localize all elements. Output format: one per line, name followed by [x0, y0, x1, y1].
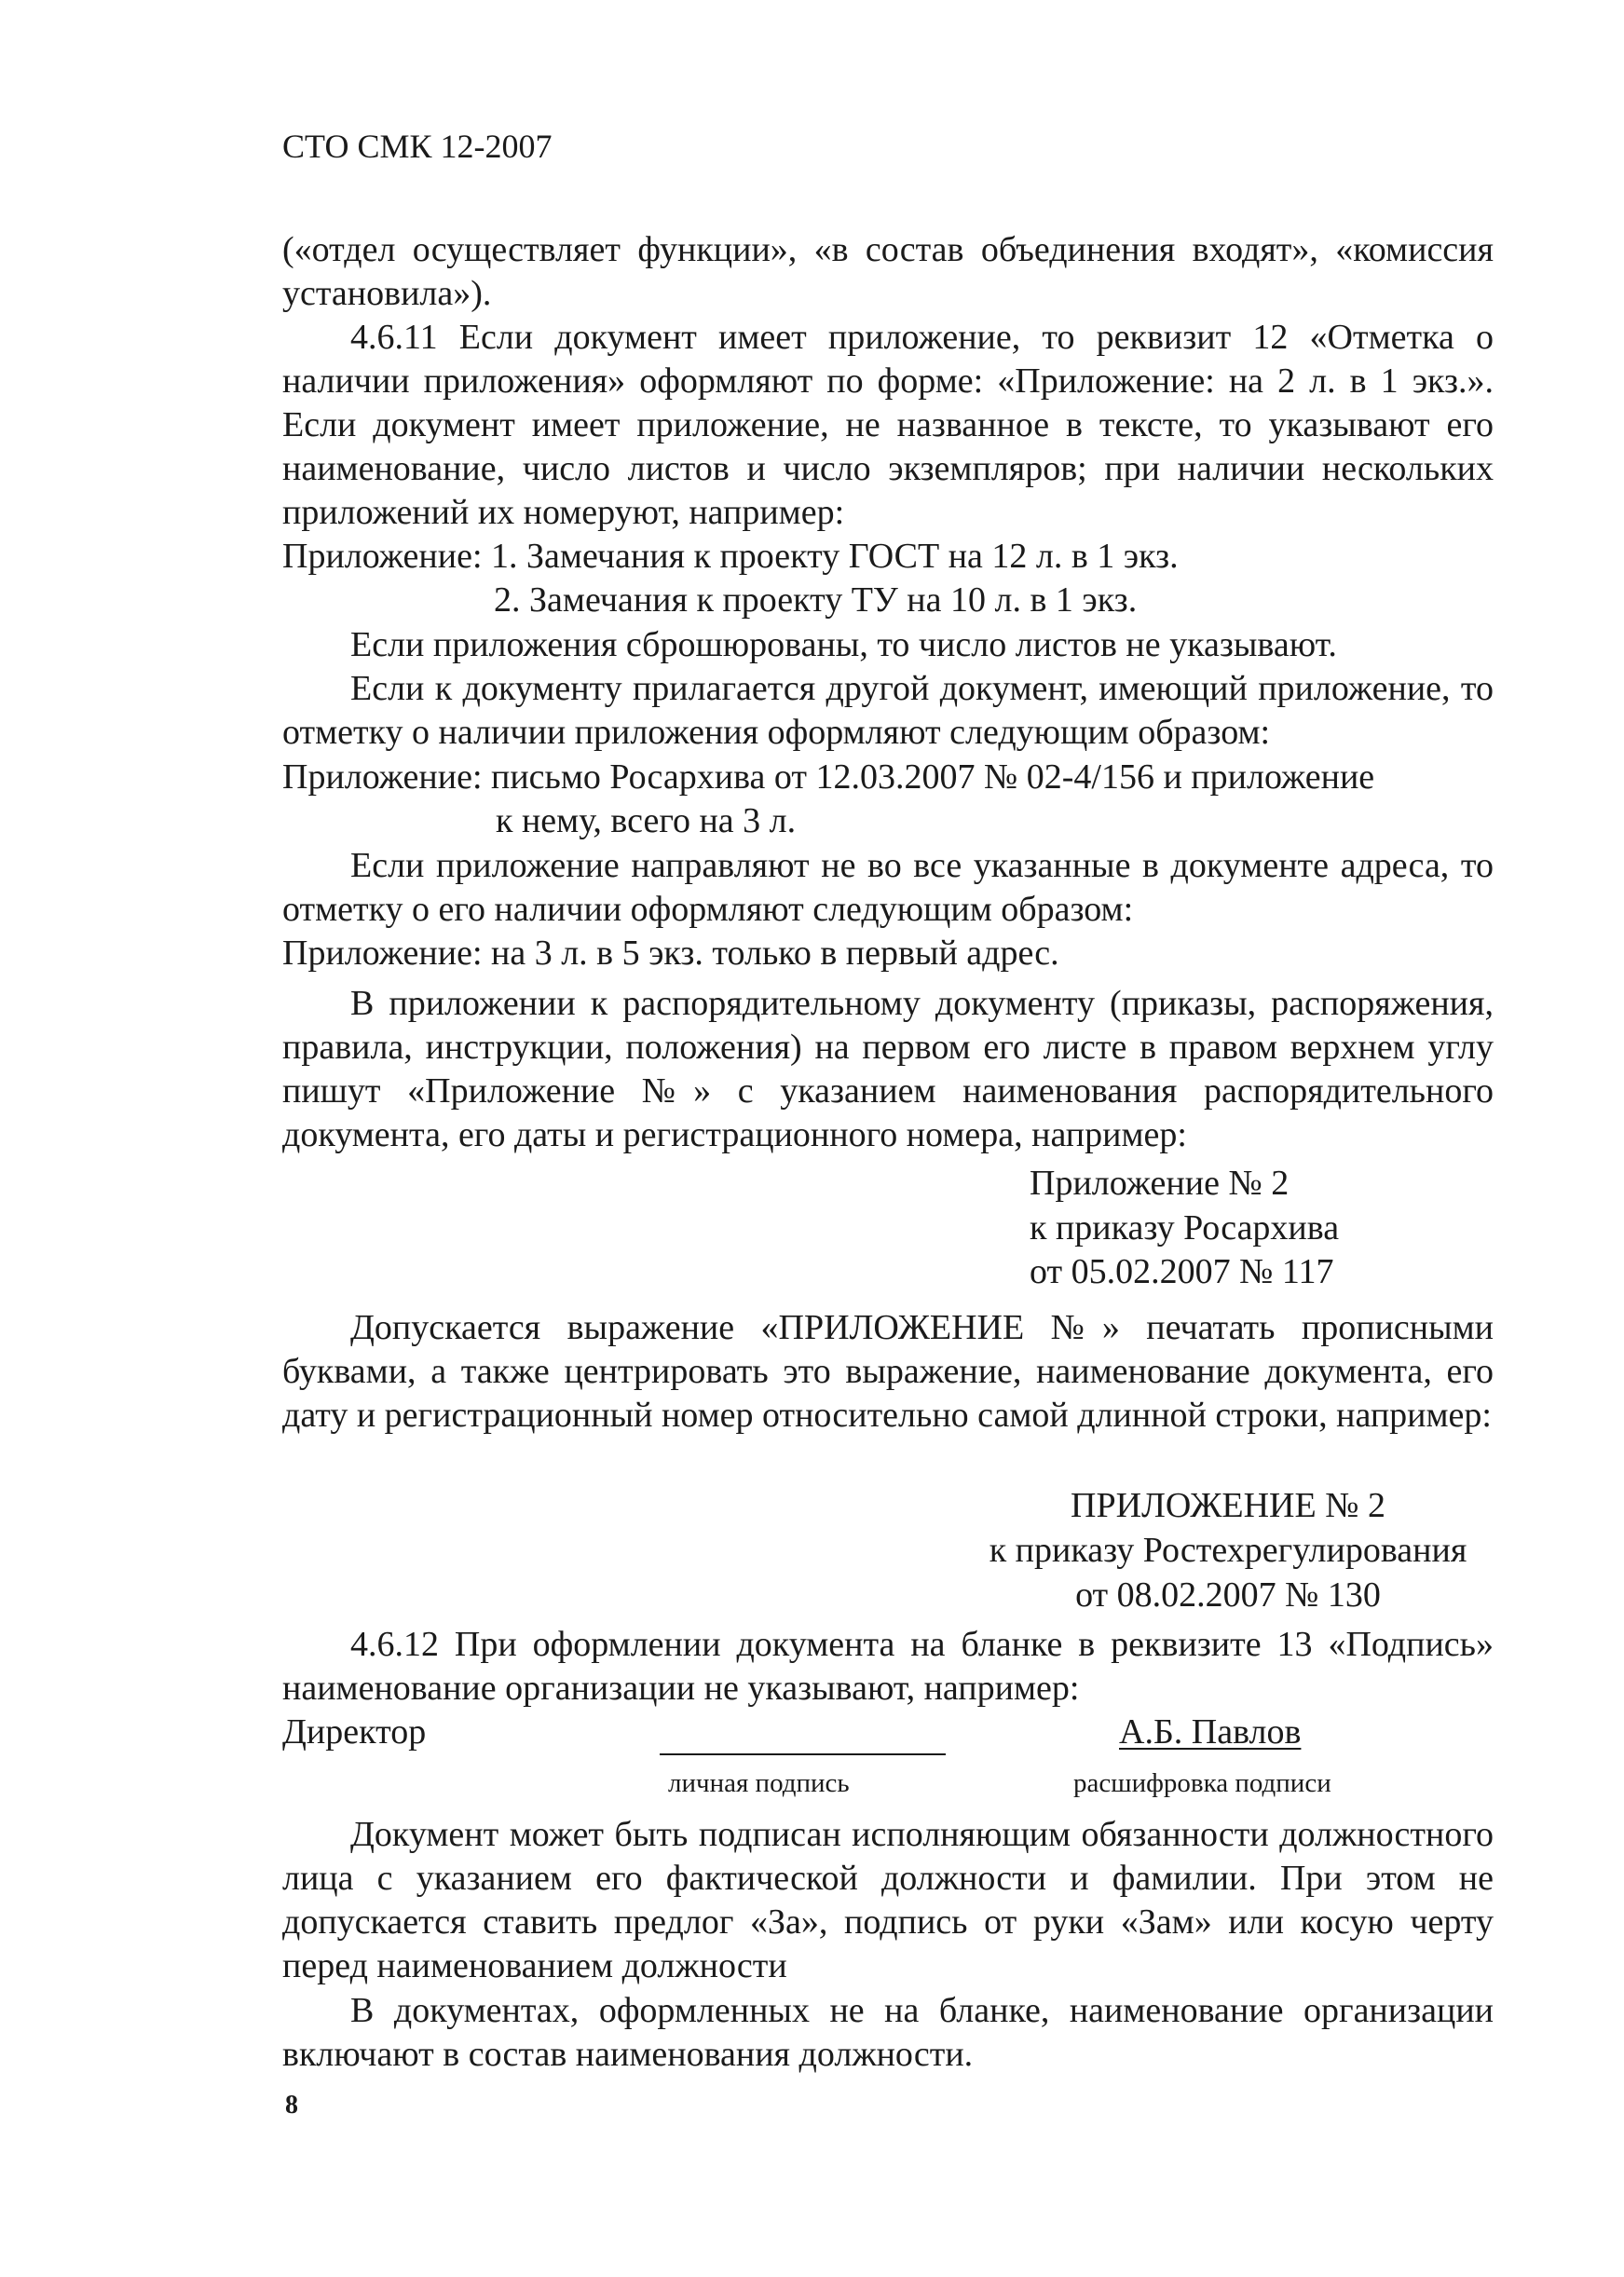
- signature-caption-personal: личная подпись: [668, 1768, 850, 1798]
- example-appendix-line-1: Приложение № 2: [1030, 1164, 1290, 1203]
- paragraph-acting: Документ может быть подписан исполняющим обязанности должностного лица с указанием его фактической должности и фамилии. При этом не допускается ставить предлог «За», подпись от руки «Зам» или косую черту перед наименованием должности: [282, 1815, 1494, 1985]
- signature-position: Директор: [282, 1712, 427, 1752]
- signature-name: А.Б. Павлов: [1119, 1712, 1302, 1752]
- paragraph-not-on-blank: В документах, оформленных не на бланке, наименование организации включают в состав наименования должности.: [282, 1991, 1494, 2074]
- example-letter-line-2: к нему, всего на 3 л.: [496, 801, 797, 840]
- example-centered-line-1: ПРИЛОЖЕНИЕ № 2: [1071, 1486, 1385, 1525]
- example-centered-appendix: [976, 1483, 1480, 1617]
- paragraph-addresses: Если приложение направляют не во все указанные в документе адреса, то отметку о его наличии оформляют следующим образом:: [282, 846, 1494, 929]
- paragraph-capitals: Допускается выражение «ПРИЛОЖЕНИЕ №» печатать прописными буквами, а также центрировать это выражение, наименование документа, его дату и регистрационный номер относительно самой длинной строки, например:: [282, 1308, 1494, 1435]
- paragraph-bound: Если приложения сброшюрованы, то число листов не указывают.: [350, 625, 1337, 664]
- paragraph-4-6-12: 4.6.12 При оформлении документа на бланке в реквизите 13 «Подпись» наименование организации не указывают, например:: [282, 1625, 1494, 1708]
- example-centered-line-3: от 08.02.2007 № 130: [1075, 1575, 1381, 1615]
- paragraph-administrative: В приложении к распорядительному документу (приказы, распоряжения, правила, инструкции, положения) на первом его листе в правом верхнем углу пишут «Приложение №» с указанием наименования распорядительного документа, его даты и регистрационного номера, например:: [282, 984, 1494, 1154]
- paragraph-other-document: Если к документу прилагается другой документ, имеющий приложение, то отметку о наличии приложения оформляют следующим образом:: [282, 669, 1494, 752]
- example-attachment-line-2: 2. Замечания к проекту ТУ на 10 л. в 1 экз.: [494, 580, 1138, 620]
- example-appendix-line-3: от 05.02.2007 № 117: [1030, 1252, 1334, 1291]
- example-attachment-line-1: Приложение: 1. Замечания к проекту ГОСТ на 12 л. в 1 экз.: [282, 537, 1179, 576]
- example-centered-line-2: к приказу Ростехрегулирования: [989, 1531, 1467, 1570]
- paragraph-intro: («отдел осуществляет функции», «в состав объединения входят», «комиссия установила»).: [282, 230, 1494, 313]
- example-first-address: Приложение: на 3 л. в 5 экз. только в первый адрес.: [282, 934, 1059, 973]
- signature-line: [660, 1753, 946, 1755]
- page-number: 8: [285, 2091, 298, 2120]
- example-appendix-line-2: к приказу Росархива: [1030, 1208, 1340, 1248]
- document-header: СТО СМК 12-2007: [282, 128, 553, 165]
- signature-caption-decoding: расшифровка подписи: [1073, 1768, 1331, 1798]
- example-letter-line-1: Приложение: письмо Росархива от 12.03.2007 № 02-4/156 и приложение: [282, 757, 1375, 797]
- paragraph-4-6-11: 4.6.11 Если документ имеет приложение, то реквизит 12 «Отметка о наличии приложения» оформляют по форме: «Приложение: на 2 л. в 1 экз.». Если документ имеет приложение, не названное в тексте, то указывают его наименование, число листов и число экземпляров; при наличии нескольких приложений их номеруют, например:: [282, 318, 1494, 532]
